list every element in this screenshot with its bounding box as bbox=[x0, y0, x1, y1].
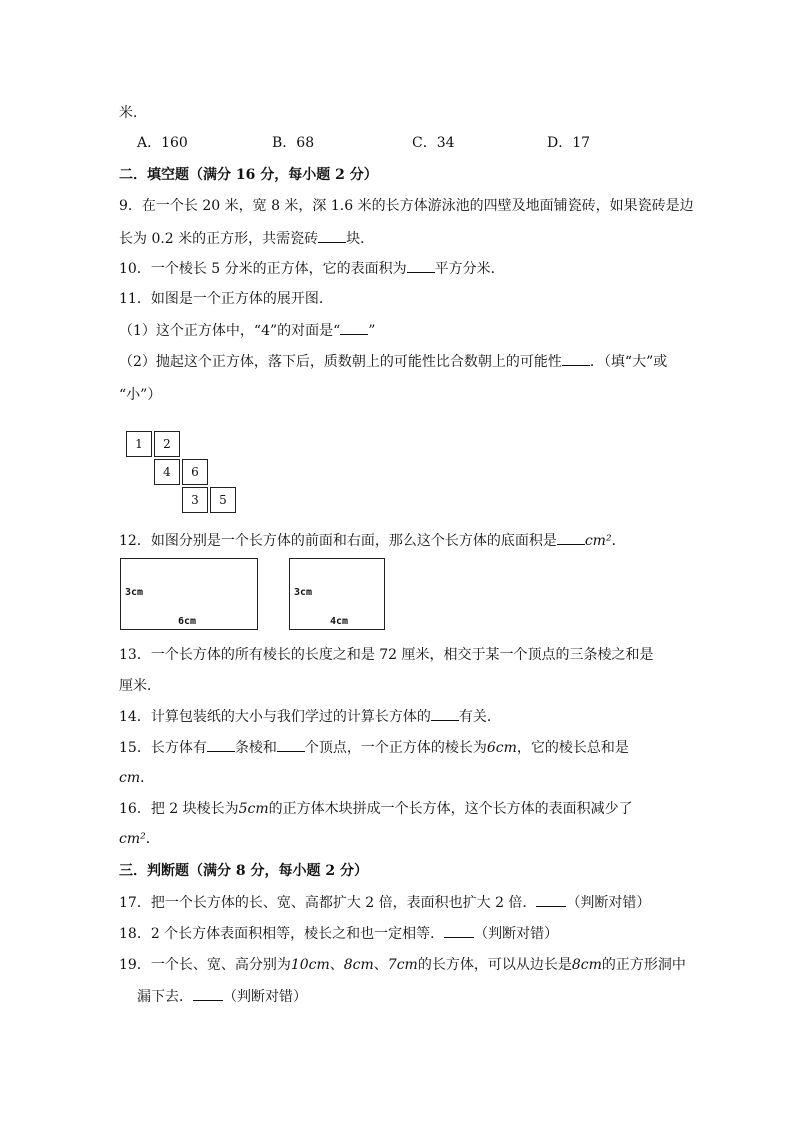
right-face-rectangle bbox=[289, 558, 385, 630]
q16-line-2-end: ． bbox=[145, 831, 160, 847]
q8-option-d: D．17 bbox=[547, 135, 591, 151]
q8-option-c: C．34 bbox=[412, 135, 455, 151]
q12-text: 12．如图分别是一个长方体的前面和右面，那么这个长方体的底面积是 bbox=[119, 533, 557, 549]
section-2-title: 二．填空题（满分 16 分，每小题 2 分） bbox=[119, 167, 378, 183]
q16-unit: 5cm bbox=[238, 801, 269, 817]
q15-text-3: 个顶点，一个正方体的棱长为 bbox=[304, 740, 487, 756]
net-cell: 6 bbox=[182, 459, 208, 485]
q16-text-1: 16．把 2 块棱长为 bbox=[119, 801, 239, 817]
q19-blank bbox=[193, 986, 223, 1001]
q18-end: （判断对错） bbox=[474, 926, 559, 942]
q14 bbox=[119, 706, 501, 727]
net-cell: 1 bbox=[126, 431, 152, 457]
q18 bbox=[119, 923, 558, 944]
net-cell: 4 bbox=[154, 459, 180, 485]
q16-line-2 bbox=[119, 829, 160, 849]
q11-part-1-end: ” bbox=[368, 323, 376, 339]
q19-unit-1: 10cm bbox=[290, 957, 330, 973]
q19-line-1 bbox=[119, 955, 686, 975]
q11-stem: 11．如图是一个正方体的展开图． bbox=[119, 291, 333, 307]
q10-text: 10．一个棱长 5 分米的正方体，它的表面积为 bbox=[119, 261, 407, 277]
q15-line-2 bbox=[119, 768, 154, 788]
q16-text-2: 的正方体木块拼成一个长方体，这个长方体的表面积减少了 bbox=[268, 801, 633, 817]
q18-text: 18．2 个长方体表面积相等，棱长之和也一定相等． bbox=[119, 926, 445, 942]
q11-part-1-blank bbox=[340, 320, 368, 335]
q8-option-a: A．160 bbox=[137, 135, 188, 151]
q11-part-1-text: （1）这个正方体中，“4”的对面是“ bbox=[119, 323, 341, 339]
q15-text-4: ，它的棱长总和是 bbox=[516, 740, 629, 756]
q19-sep-1: 、 bbox=[329, 957, 344, 973]
q19-text-3: 的正方形洞中 bbox=[601, 957, 686, 973]
q19-sep-2: 、 bbox=[373, 957, 388, 973]
q9-line-2 bbox=[119, 228, 374, 249]
q10 bbox=[119, 258, 505, 279]
q11-part-2-line-1 bbox=[119, 351, 667, 372]
q15-line-2-end: ． bbox=[140, 770, 155, 786]
q17 bbox=[119, 892, 650, 913]
q12-unit: cm² bbox=[584, 533, 612, 549]
q19-unit-4: 8cm bbox=[571, 957, 602, 973]
q15-blank-1 bbox=[207, 737, 235, 752]
q19-unit-2: 8cm bbox=[343, 957, 374, 973]
q14-end: 有关． bbox=[458, 709, 501, 725]
q17-end: （判断对错） bbox=[566, 895, 651, 911]
q10-text-end: 平方分米． bbox=[434, 261, 505, 277]
q12-end: ． bbox=[611, 533, 626, 549]
q14-text: 14．计算包装纸的大小与我们学过的计算长方体的 bbox=[119, 709, 431, 725]
q10-blank bbox=[407, 258, 435, 273]
q17-text: 17．把一个长方体的长、宽、高都扩大 2 倍，表面积也扩大 2 倍． bbox=[119, 895, 537, 911]
q15-unit: 6cm bbox=[486, 740, 517, 756]
q11-part-2-blank bbox=[562, 351, 590, 366]
front-width-label: 6cm bbox=[178, 616, 197, 627]
net-cell: 5 bbox=[210, 487, 236, 513]
q12-blank bbox=[557, 530, 585, 545]
section-3-title: 三．判断题（满分 8 分，每小题 2 分） bbox=[119, 863, 368, 879]
q15-line-1 bbox=[119, 737, 629, 758]
q18-blank bbox=[444, 923, 474, 938]
right-width-label: 4cm bbox=[330, 616, 349, 627]
q8-fragment: 米． bbox=[119, 105, 147, 121]
q16-line-2-unit: cm² bbox=[119, 831, 146, 847]
q19-unit-3: 7cm bbox=[387, 957, 418, 973]
q14-blank bbox=[431, 706, 459, 721]
q19-text-1: 19．一个长、宽、高分别为 bbox=[119, 957, 291, 973]
front-height-label: 3cm bbox=[125, 587, 144, 598]
q11-part-2-end: ．（填“大”或 bbox=[589, 354, 668, 370]
q9-blank bbox=[318, 228, 346, 243]
q9-line-1: 9．在一个长 20 米，宽 8 米，深 1.6 米的长方体游泳池的四壁及地面铺瓷砖，如果瓷砖是边 bbox=[119, 198, 694, 214]
right-height-label: 3cm bbox=[294, 587, 313, 598]
q17-blank bbox=[536, 892, 566, 907]
q19-text-2: 的长方体，可以从边长是 bbox=[417, 957, 572, 973]
q13-line-1: 13．一个长方体的所有棱长的长度之和是 72 厘米，相交于某一个顶点的三条棱之和是 bbox=[119, 647, 654, 663]
net-cell: 3 bbox=[182, 487, 208, 513]
net-cell: 2 bbox=[154, 431, 180, 457]
q11-part-2-text: （2）抛起这个正方体，落下后，质数朝上的可能性比合数朝上的可能性 bbox=[119, 354, 562, 370]
q13-line-2: 厘米． bbox=[119, 678, 161, 694]
q19-line-2-text: 漏下去． bbox=[137, 989, 193, 1005]
q12 bbox=[119, 530, 626, 551]
q15-blank-2 bbox=[277, 737, 305, 752]
q9-text-end: 块． bbox=[346, 231, 375, 247]
q19-line-2-end: （判断对错） bbox=[223, 989, 307, 1005]
q11-part-1 bbox=[119, 320, 375, 341]
q15-text-2: 条棱和 bbox=[234, 740, 277, 756]
q16-line-1 bbox=[119, 799, 633, 819]
q9-text: 长为 0.2 米的正方形，共需瓷砖 bbox=[119, 231, 319, 247]
q15-line-2-unit: cm bbox=[119, 770, 141, 786]
q11-part-2-line-2: “小”） bbox=[119, 387, 162, 403]
q8-option-b: B．68 bbox=[272, 135, 315, 151]
q15-text-1: 15．长方体有 bbox=[119, 740, 207, 756]
q19-line-2 bbox=[137, 986, 307, 1007]
front-face-rectangle bbox=[120, 558, 258, 630]
